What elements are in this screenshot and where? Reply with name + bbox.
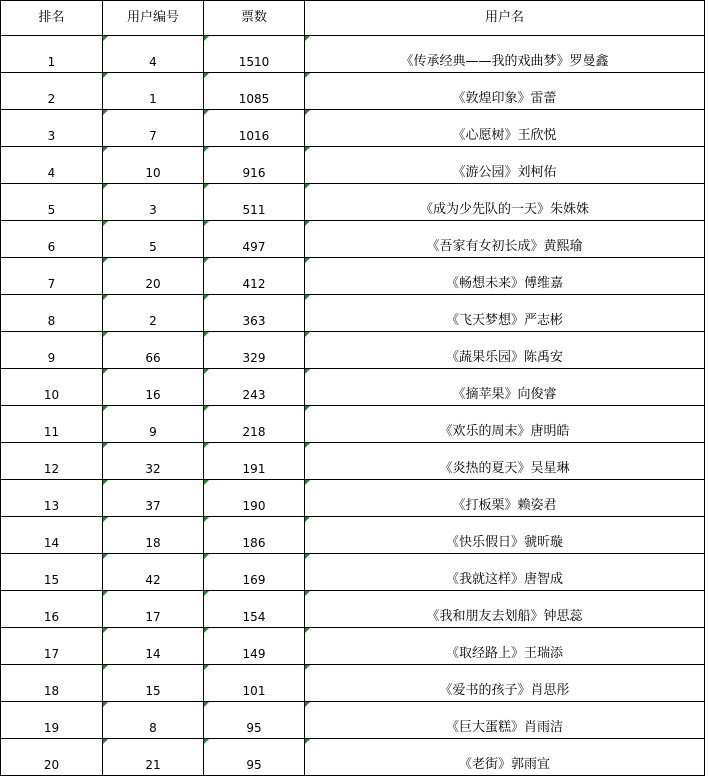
table-row xyxy=(1,110,705,147)
votes-cell-text: 243 xyxy=(242,388,266,402)
table-row xyxy=(1,665,705,702)
user-name-cell[interactable] xyxy=(305,36,705,73)
text-number-marker-icon xyxy=(103,295,108,300)
votes-cell[interactable] xyxy=(204,184,305,221)
rank-cell[interactable] xyxy=(1,73,103,110)
user-id-cell-text: 66 xyxy=(145,351,161,365)
user-name-cell-text: 《成为少先队的一天》朱姝姝 xyxy=(419,202,589,217)
rank-cell[interactable] xyxy=(1,665,103,702)
text-number-marker-icon xyxy=(204,36,209,41)
rank-cell-text: 11 xyxy=(43,425,60,439)
votes-cell-text: 95 xyxy=(246,721,262,735)
user-name-cell-text: 《吾家有女初长成》黄熙瑜 xyxy=(426,239,583,254)
rank-cell[interactable] xyxy=(1,110,103,147)
user-id-cell-text: 18 xyxy=(145,536,161,550)
rank-cell[interactable] xyxy=(1,258,103,295)
votes-cell[interactable] xyxy=(204,110,305,147)
table-header xyxy=(1,1,705,36)
rank-cell[interactable] xyxy=(1,443,103,480)
user-name-cell-text: 《我和朋友去划船》钟思蕊 xyxy=(426,609,583,624)
rank-cell[interactable] xyxy=(1,406,103,443)
votes-cell[interactable] xyxy=(204,258,305,295)
header-votes[interactable]: 票数 xyxy=(204,1,305,36)
user-id-cell-text: 14 xyxy=(145,647,161,661)
rank-cell[interactable] xyxy=(1,36,103,73)
votes-cell[interactable] xyxy=(204,591,305,628)
votes-cell[interactable] xyxy=(204,332,305,369)
text-number-marker-icon xyxy=(204,665,209,670)
user-name-cell[interactable] xyxy=(305,295,705,332)
user-name-cell[interactable] xyxy=(305,554,705,591)
text-number-marker-icon xyxy=(204,184,209,189)
user-id-cell-text: 8 xyxy=(149,721,157,735)
text-number-marker-icon xyxy=(204,147,209,152)
user-name-cell[interactable] xyxy=(305,517,705,554)
user-name-cell-text: 《欢乐的周末》唐明皓 xyxy=(439,424,570,439)
rank-cell-text: 1 xyxy=(47,55,56,69)
text-number-marker-icon xyxy=(103,147,108,152)
text-number-marker-icon xyxy=(204,739,209,744)
user-name-cell[interactable] xyxy=(305,258,705,295)
header-user-id[interactable]: 用户编号 xyxy=(103,1,204,36)
rank-cell[interactable] xyxy=(1,221,103,258)
rank-cell-text: 8 xyxy=(47,314,56,328)
votes-cell-text: 511 xyxy=(242,203,266,217)
rank-cell[interactable] xyxy=(1,184,103,221)
rank-cell-text: 13 xyxy=(43,499,60,513)
text-number-marker-icon xyxy=(305,295,310,300)
votes-cell[interactable] xyxy=(204,665,305,702)
user-id-cell-text: 17 xyxy=(145,610,161,624)
user-id-cell-text: 16 xyxy=(145,388,161,402)
table-row xyxy=(1,369,705,406)
user-id-cell[interactable] xyxy=(103,332,204,369)
user-name-cell[interactable] xyxy=(305,110,705,147)
table-row xyxy=(1,628,705,665)
text-number-marker-icon xyxy=(103,36,108,41)
text-number-marker-icon xyxy=(204,369,209,374)
user-name-cell-text: 《巨大蛋糕》肖雨洁 xyxy=(445,720,563,735)
rank-cell-text: 10 xyxy=(43,388,60,402)
table-row xyxy=(1,591,705,628)
rank-cell[interactable] xyxy=(1,517,103,554)
user-id-cell[interactable] xyxy=(103,184,204,221)
table-row xyxy=(1,702,705,739)
rank-cell[interactable] xyxy=(1,628,103,665)
table-row xyxy=(1,147,705,184)
table-row xyxy=(1,517,705,554)
table-body xyxy=(1,36,705,776)
votes-cell[interactable] xyxy=(204,480,305,517)
text-number-marker-icon xyxy=(103,591,108,596)
text-number-marker-icon xyxy=(204,295,209,300)
user-name-cell[interactable] xyxy=(305,73,705,110)
text-number-marker-icon xyxy=(204,480,209,485)
text-number-marker-icon xyxy=(103,554,108,559)
rank-cell-text: 9 xyxy=(47,351,56,365)
user-name-cell-text: 《敦煌印象》雷蕾 xyxy=(452,91,557,106)
votes-cell[interactable] xyxy=(204,554,305,591)
text-number-marker-icon xyxy=(305,443,310,448)
rank-cell[interactable] xyxy=(1,147,103,184)
user-id-cell[interactable] xyxy=(103,591,204,628)
votes-cell-text: 1016 xyxy=(238,129,270,143)
rank-cell-text: 5 xyxy=(47,203,56,217)
rank-cell[interactable] xyxy=(1,739,103,776)
text-number-marker-icon xyxy=(103,702,108,707)
text-number-marker-icon xyxy=(103,221,108,226)
user-id-cell-text: 2 xyxy=(149,314,157,328)
text-number-marker-icon xyxy=(103,443,108,448)
user-name-cell-text: 《摘苹果》向俊睿 xyxy=(452,387,557,402)
user-name-cell[interactable] xyxy=(305,739,705,776)
votes-cell-text: 1085 xyxy=(238,92,270,106)
votes-cell[interactable] xyxy=(204,147,305,184)
text-number-marker-icon xyxy=(305,406,310,411)
user-id-cell-text: 32 xyxy=(145,462,161,476)
table-row xyxy=(1,739,705,776)
votes-cell-text: 497 xyxy=(242,240,266,254)
user-id-cell[interactable] xyxy=(103,73,204,110)
user-id-cell-text: 20 xyxy=(145,277,161,291)
votes-cell[interactable] xyxy=(204,295,305,332)
rank-cell[interactable] xyxy=(1,332,103,369)
user-name-cell[interactable] xyxy=(305,332,705,369)
votes-cell[interactable] xyxy=(204,443,305,480)
text-number-marker-icon xyxy=(103,110,108,115)
user-name-cell-text: 《传承经典——我的戏曲梦》罗曼鑫 xyxy=(400,54,609,69)
text-number-marker-icon xyxy=(204,591,209,596)
text-number-marker-icon xyxy=(305,369,310,374)
user-id-cell-text: 15 xyxy=(145,684,161,698)
votes-cell-text: 1510 xyxy=(238,55,270,69)
text-number-marker-icon xyxy=(204,554,209,559)
text-number-marker-icon xyxy=(103,184,108,189)
text-number-marker-icon xyxy=(305,702,310,707)
table-row xyxy=(1,406,705,443)
text-number-marker-icon xyxy=(305,184,310,189)
rank-cell-text: 19 xyxy=(43,721,60,735)
rank-cell-text: 16 xyxy=(43,610,60,624)
rank-cell-text: 14 xyxy=(43,536,60,550)
table-row xyxy=(1,221,705,258)
text-number-marker-icon xyxy=(103,739,108,744)
user-name-cell[interactable] xyxy=(305,184,705,221)
rank-cell[interactable] xyxy=(1,295,103,332)
user-id-cell[interactable] xyxy=(103,517,204,554)
header-user-name[interactable]: 用户名 xyxy=(305,1,705,36)
user-name-cell-text: 《畅想未来》傅维嘉 xyxy=(445,276,563,291)
rank-cell-text: 7 xyxy=(47,277,56,291)
user-id-cell[interactable] xyxy=(103,480,204,517)
rank-cell[interactable] xyxy=(1,591,103,628)
user-id-cell[interactable] xyxy=(103,369,204,406)
table-row xyxy=(1,480,705,517)
text-number-marker-icon xyxy=(305,628,310,633)
text-number-marker-icon xyxy=(305,332,310,337)
rank-cell-text: 3 xyxy=(47,129,56,143)
table-row xyxy=(1,554,705,591)
user-id-cell[interactable] xyxy=(103,147,204,184)
table-row xyxy=(1,295,705,332)
votes-cell-text: 191 xyxy=(242,462,266,476)
user-id-cell[interactable] xyxy=(103,665,204,702)
text-number-marker-icon xyxy=(305,739,310,744)
user-name-cell-text: 《爱书的孩子》肖思彤 xyxy=(439,683,570,698)
table-row xyxy=(1,443,705,480)
user-id-cell[interactable] xyxy=(103,110,204,147)
user-name-cell-text: 《取经路上》王瑞添 xyxy=(445,646,563,661)
text-number-marker-icon xyxy=(103,73,108,78)
user-name-cell-text: 《心愿树》王欣悦 xyxy=(452,128,557,143)
text-number-marker-icon xyxy=(204,517,209,522)
votes-cell-text: 218 xyxy=(242,425,266,439)
text-number-marker-icon xyxy=(305,36,310,41)
user-id-cell-text: 10 xyxy=(145,166,161,180)
votes-cell-text: 916 xyxy=(242,166,266,180)
header-rank[interactable]: 排名 xyxy=(1,1,103,36)
votes-cell[interactable] xyxy=(204,702,305,739)
user-name-cell[interactable] xyxy=(305,369,705,406)
votes-cell[interactable] xyxy=(204,739,305,776)
votes-cell[interactable] xyxy=(204,406,305,443)
votes-cell-text: 149 xyxy=(242,647,266,661)
user-id-cell[interactable] xyxy=(103,739,204,776)
votes-cell-text: 363 xyxy=(242,314,266,328)
text-number-marker-icon xyxy=(204,110,209,115)
votes-cell-text: 95 xyxy=(246,758,262,772)
user-name-cell[interactable] xyxy=(305,147,705,184)
user-name-cell[interactable] xyxy=(305,665,705,702)
rank-cell[interactable] xyxy=(1,554,103,591)
rank-cell-text: 6 xyxy=(47,240,56,254)
user-name-cell[interactable] xyxy=(305,480,705,517)
votes-cell-text: 169 xyxy=(242,573,266,587)
user-name-cell-text: 《游公园》刘柯佑 xyxy=(452,165,557,180)
user-id-cell-text: 5 xyxy=(149,240,157,254)
user-id-cell-text: 37 xyxy=(145,499,161,513)
text-number-marker-icon xyxy=(305,554,310,559)
text-number-marker-icon xyxy=(103,628,108,633)
votes-cell[interactable] xyxy=(204,36,305,73)
votes-cell[interactable] xyxy=(204,369,305,406)
rank-cell-text: 4 xyxy=(47,166,56,180)
table-row xyxy=(1,332,705,369)
user-id-cell[interactable] xyxy=(103,36,204,73)
user-id-cell-text: 4 xyxy=(149,55,157,69)
rank-cell-text: 2 xyxy=(47,92,56,106)
rank-cell-text: 12 xyxy=(43,462,60,476)
text-number-marker-icon xyxy=(103,517,108,522)
user-name-cell-text: 《飞天梦想》严志彬 xyxy=(445,313,563,328)
user-id-cell[interactable] xyxy=(103,295,204,332)
user-id-cell-text: 7 xyxy=(149,129,157,143)
table-row xyxy=(1,258,705,295)
text-number-marker-icon xyxy=(305,110,310,115)
text-number-marker-icon xyxy=(305,73,310,78)
votes-cell-text: 329 xyxy=(242,351,266,365)
user-name-cell-text: 《炎热的夏天》吴星琳 xyxy=(439,461,570,476)
votes-cell[interactable] xyxy=(204,628,305,665)
user-id-cell-text: 21 xyxy=(145,758,161,772)
table-row xyxy=(1,184,705,221)
user-id-cell-text: 1 xyxy=(149,92,157,106)
votes-cell[interactable] xyxy=(204,73,305,110)
text-number-marker-icon xyxy=(103,480,108,485)
votes-cell-text: 412 xyxy=(242,277,266,291)
votes-cell[interactable] xyxy=(204,517,305,554)
user-name-cell-text: 《我就这样》唐智成 xyxy=(445,572,563,587)
votes-cell-text: 190 xyxy=(242,499,266,513)
votes-cell-text: 186 xyxy=(242,536,266,550)
rank-cell-text: 15 xyxy=(43,573,60,587)
text-number-marker-icon xyxy=(305,665,310,670)
text-number-marker-icon xyxy=(103,406,108,411)
text-number-marker-icon xyxy=(204,443,209,448)
votes-cell-text: 101 xyxy=(242,684,266,698)
user-id-cell-text: 3 xyxy=(149,203,157,217)
text-number-marker-icon xyxy=(204,406,209,411)
user-id-cell[interactable] xyxy=(103,443,204,480)
text-number-marker-icon xyxy=(305,147,310,152)
user-id-cell[interactable] xyxy=(103,221,204,258)
user-name-cell-text: 《打板栗》赖姿君 xyxy=(452,498,557,513)
table-row xyxy=(1,36,705,73)
user-name-cell-text: 《老街》郭雨宜 xyxy=(458,757,550,772)
text-number-marker-icon xyxy=(305,517,310,522)
user-name-cell[interactable] xyxy=(305,591,705,628)
header-row xyxy=(1,1,705,36)
rank-cell[interactable] xyxy=(1,702,103,739)
rank-cell-text: 18 xyxy=(43,684,60,698)
text-number-marker-icon xyxy=(305,258,310,263)
user-name-cell[interactable] xyxy=(305,443,705,480)
user-id-cell-text: 9 xyxy=(149,425,157,439)
user-id-cell[interactable] xyxy=(103,406,204,443)
user-id-cell[interactable] xyxy=(103,628,204,665)
rank-cell-text: 17 xyxy=(43,647,60,661)
text-number-marker-icon xyxy=(204,73,209,78)
text-number-marker-icon xyxy=(204,332,209,337)
user-id-cell[interactable] xyxy=(103,258,204,295)
text-number-marker-icon xyxy=(103,258,108,263)
table-row xyxy=(1,73,705,110)
text-number-marker-icon xyxy=(204,258,209,263)
rank-cell[interactable] xyxy=(1,480,103,517)
user-id-cell-text: 42 xyxy=(145,573,161,587)
text-number-marker-icon xyxy=(305,221,310,226)
user-name-cell[interactable] xyxy=(305,628,705,665)
user-id-cell[interactable] xyxy=(103,554,204,591)
user-name-cell[interactable] xyxy=(305,406,705,443)
user-name-cell-text: 《蔬果乐园》陈禹安 xyxy=(445,350,563,365)
rank-cell[interactable] xyxy=(1,369,103,406)
text-number-marker-icon xyxy=(204,628,209,633)
text-number-marker-icon xyxy=(305,591,310,596)
text-number-marker-icon xyxy=(103,665,108,670)
text-number-marker-icon xyxy=(305,480,310,485)
rank-cell-text: 20 xyxy=(43,758,60,772)
user-name-cell[interactable] xyxy=(305,221,705,258)
votes-cell-text: 154 xyxy=(242,610,266,624)
user-name-cell[interactable] xyxy=(305,702,705,739)
text-number-marker-icon xyxy=(204,221,209,226)
text-number-marker-icon xyxy=(103,369,108,374)
user-name-cell-text: 《快乐假日》虢昕璇 xyxy=(445,535,563,550)
votes-cell[interactable] xyxy=(204,221,305,258)
text-number-marker-icon xyxy=(103,332,108,337)
text-number-marker-icon xyxy=(204,702,209,707)
user-id-cell[interactable] xyxy=(103,702,204,739)
